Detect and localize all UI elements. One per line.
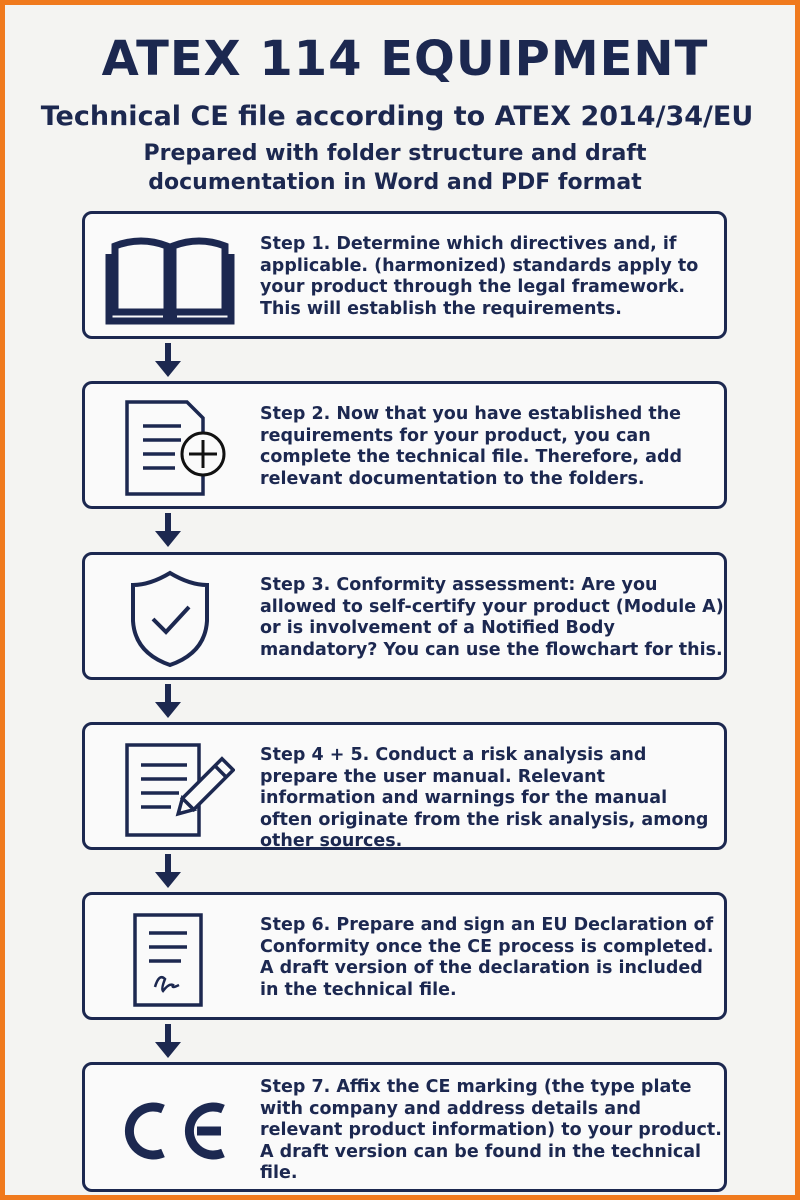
- arrow-down-icon: [153, 513, 183, 549]
- ce-mark-icon: [105, 1075, 235, 1180]
- arrow-down-icon: [153, 343, 183, 379]
- step-6-text: Step 6. Prepare and sign an EU Declaration of Conformity once the CE process is completed. A draft version of the declaration is included in the technical file.: [260, 915, 714, 1000]
- step-7-box: [82, 1062, 727, 1192]
- step-2-box: [82, 381, 727, 509]
- step-1-text: Step 1. Determine which directives and, if applicable. (harmonized) standards apply to your product through the legal framework. This will establish the requirements.: [260, 234, 699, 319]
- document-add-icon: [105, 394, 235, 499]
- page-description: Prepared with folder structure and draft documentation in Word and PDF format: [143, 141, 647, 195]
- shield-check-icon: [105, 565, 235, 670]
- open-book-icon: [105, 224, 235, 329]
- page-subtitle: Technical CE file according to ATEX 2014/34/EU: [40, 101, 754, 132]
- step-4-5-text: Step 4 + 5. Conduct a risk analysis and prepare the user manual. Relevant information and warnings for the manual often originate from the risk analysis, among other sources.: [260, 745, 709, 851]
- step-1-box: [82, 211, 727, 339]
- step-7-text: Step 7. Affix the CE marking (the type plate with company and address details and relevant product information) to your product. A draft version can be found in the technical file.: [260, 1077, 722, 1183]
- document-pencil-icon: [105, 735, 235, 840]
- step-3-box: [82, 552, 727, 680]
- step-6-box: [82, 892, 727, 1020]
- signed-document-icon: [105, 905, 235, 1010]
- arrow-down-icon: [153, 1024, 183, 1060]
- step-2-text: Step 2. Now that you have established the requirements for your product, you can complete the technical file. Therefore, add relevant documentation to the folders.: [260, 404, 683, 489]
- step-3-text: Step 3. Conformity assessment: Are you allowed to self-certify your product (Module A) or is involvement of a Notified Body mandatory? You can use the flowchart for this.: [260, 575, 724, 660]
- page-title: ATEX 114 EQUIPMENT: [101, 31, 709, 87]
- arrow-down-icon: [153, 684, 183, 720]
- step-4-5-box: [82, 722, 727, 850]
- arrow-down-icon: [153, 854, 183, 890]
